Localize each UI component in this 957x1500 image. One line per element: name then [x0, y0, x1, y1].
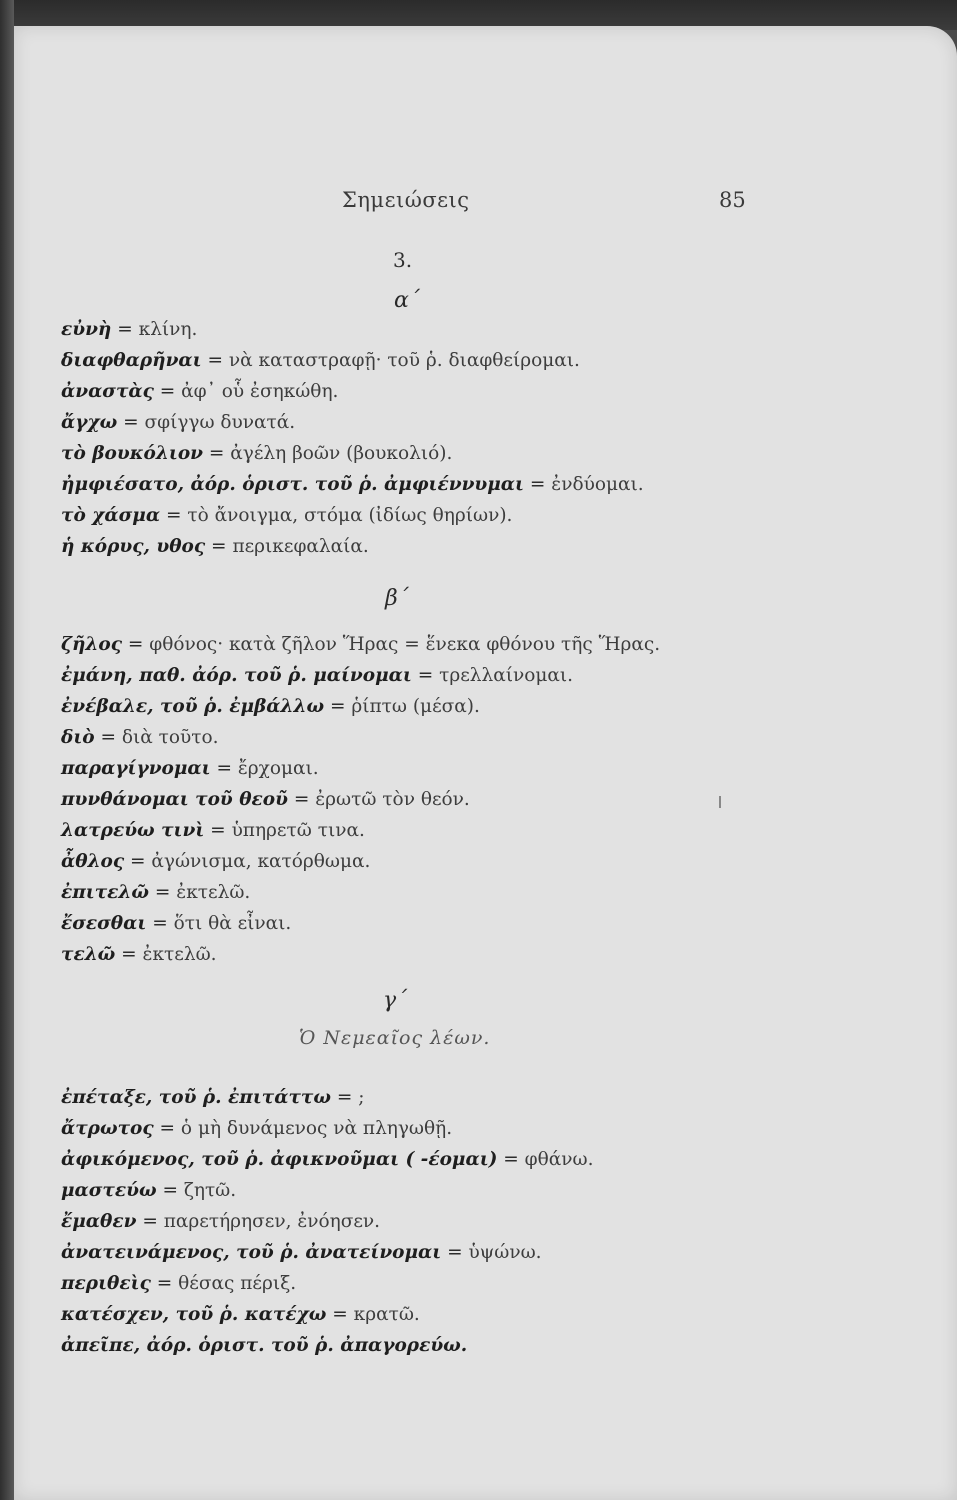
- glossary-entry: [61, 877, 660, 908]
- entry-headword: περιθεὶς: [61, 1273, 151, 1294]
- entry-headword: πυνθάνομαι τοῦ θεοῦ: [61, 789, 288, 810]
- equals-sign: =: [136, 1211, 164, 1232]
- entry-headword: διὸ: [61, 727, 95, 748]
- entry-definition: ὅτι θὰ εἶναι.: [173, 913, 292, 934]
- glossary-entry: [61, 376, 644, 407]
- entry-headword: ἆθλος: [61, 851, 125, 872]
- glossary-entry: [61, 1330, 593, 1361]
- entry-headword: ἀπεῖπε, ἀόρ. ὁριστ. τοῦ ῥ. ἀπαγορεύω.: [61, 1335, 468, 1356]
- entry-definition: ἀφ᾽ οὗ ἐσηκώθη.: [181, 381, 339, 402]
- equals-sign: =: [524, 474, 552, 495]
- entry-headword: κατέσχεν, τοῦ ῥ. κατέχω: [61, 1304, 327, 1325]
- book-page: [14, 26, 957, 1500]
- entry-headword: ἐμάνη, παθ. ἀόρ. τοῦ ῥ. μαίνομαι: [61, 665, 412, 686]
- glossary-entry: [61, 1299, 593, 1330]
- glossary-entry: [61, 660, 660, 691]
- equals-sign: =: [201, 350, 229, 371]
- glossary-entry: [61, 314, 644, 345]
- entry-definition: ζητῶ.: [183, 1180, 237, 1201]
- equals-sign: =: [287, 789, 316, 810]
- equals-sign: =: [150, 1273, 179, 1294]
- glossary-entry: [61, 691, 660, 722]
- entry-definition: ὁ μὴ δυνάμενος νὰ πληγωθῇ.: [180, 1118, 453, 1139]
- subsection-label-gamma: γ΄: [383, 988, 408, 1013]
- entry-headword: ζῆλος: [61, 634, 122, 655]
- glossary-entry: [61, 1144, 593, 1175]
- section-number: 3.: [393, 248, 413, 272]
- equals-sign: =: [441, 1242, 469, 1263]
- entry-headword: τελῶ: [61, 944, 116, 965]
- entry-headword: ἔσεσθαι: [61, 913, 147, 934]
- glossary-entry: [61, 500, 644, 531]
- entry-headword: ἔμαθεν: [61, 1211, 137, 1232]
- glossary-entry: [61, 1113, 593, 1144]
- glossary-entry: [61, 531, 644, 562]
- glossary-list-beta: [61, 629, 660, 970]
- equals-sign: =: [210, 758, 238, 779]
- entry-headword: εὐνὴ: [61, 319, 112, 340]
- entry-headword: λατρεύω τινὶ: [61, 820, 205, 841]
- entry-definition: ἔρχομαι.: [237, 758, 319, 779]
- subsection-label-beta: β΄: [385, 586, 409, 611]
- glossary-entry: [61, 939, 660, 970]
- equals-sign: =: [411, 665, 440, 686]
- glossary-entry: [61, 1175, 593, 1206]
- entry-definition: ὑψώνω.: [468, 1242, 542, 1263]
- glossary-entry: [61, 722, 660, 753]
- glossary-entry: [61, 908, 660, 939]
- entry-definition: φθάνω.: [524, 1149, 594, 1170]
- glossary-entry: [61, 753, 660, 784]
- glossary-entry: [61, 629, 660, 660]
- scan-left-edge: [0, 0, 14, 1500]
- equals-sign: =: [324, 696, 352, 717]
- glossary-list-gamma: [61, 1082, 593, 1361]
- entry-definition: ἐκτελῶ.: [142, 944, 217, 965]
- entry-headword: τὸ χάσμα: [61, 505, 161, 526]
- entry-definition: κρατῶ.: [353, 1304, 420, 1325]
- glossary-list-alpha: [61, 314, 644, 562]
- entry-definition: ἀγέλη βοῶν (βουκολιό).: [230, 443, 453, 464]
- entry-definition: ἐνδύομαι.: [551, 474, 644, 495]
- entry-definition: ἐκτελῶ.: [176, 882, 251, 903]
- entry-definition: ;: [358, 1087, 365, 1108]
- entry-headword: τὸ βουκόλιον: [61, 443, 203, 464]
- entry-definition: φθόνος· κατὰ ζῆλον Ἥρας = ἕνεκα φθόνου τῆς Ἥρας.: [149, 634, 661, 655]
- entry-definition: ῥίπτω (μέσα).: [351, 696, 480, 717]
- equals-sign: =: [94, 727, 122, 748]
- equals-sign: =: [124, 851, 152, 872]
- glossary-entry: [61, 1206, 593, 1237]
- equals-sign: =: [160, 505, 188, 526]
- entry-headword: ἀναστὰς: [61, 381, 154, 402]
- entry-definition: περικεφαλαία.: [232, 536, 369, 557]
- entry-definition: ὑπηρετῶ τινα.: [231, 820, 365, 841]
- glossary-entry: [61, 815, 660, 846]
- entry-definition: τρελλαίνομαι.: [439, 665, 574, 686]
- entry-definition: ἀγώνισμα, κατόρθωμα.: [151, 851, 371, 872]
- equals-sign: =: [156, 1180, 184, 1201]
- stray-mark: [719, 796, 721, 808]
- page-number: 85: [719, 188, 746, 212]
- equals-sign: =: [330, 1087, 359, 1108]
- entry-definition: σφίγγω δυνατά.: [144, 412, 296, 433]
- entry-headword: μαστεύω: [61, 1180, 157, 1201]
- story-title: Ὁ Νεμεαῖος λέων.: [299, 1027, 491, 1049]
- equals-sign: =: [146, 913, 174, 934]
- glossary-entry: [61, 1268, 593, 1299]
- running-title: Σημειώσεις: [342, 188, 470, 212]
- equals-sign: =: [205, 536, 233, 557]
- glossary-entry: [61, 1082, 593, 1113]
- entry-headword: ἐνέβαλε, τοῦ ῥ. ἐμβάλλω: [61, 696, 325, 717]
- entry-definition: τὸ ἄνοιγμα, στόμα (ἰδίως θηρίων).: [187, 505, 513, 526]
- equals-sign: =: [203, 443, 231, 464]
- glossary-entry: [61, 469, 644, 500]
- entry-definition: παρετήρησεν, ἐνόησεν.: [163, 1211, 381, 1232]
- entry-headword: ἀνατεινάμενος, τοῦ ῥ. ἀνατείνομαι: [61, 1242, 442, 1263]
- equals-sign: =: [115, 944, 143, 965]
- glossary-entry: [61, 345, 644, 376]
- entry-definition: ἐρωτῶ τὸν θεόν.: [315, 789, 470, 810]
- equals-sign: =: [153, 381, 182, 402]
- equals-sign: =: [117, 412, 145, 433]
- entry-headword: ἀφικόμενος, τοῦ ῥ. ἀφικνοῦμαι ( -έομαι): [61, 1149, 498, 1170]
- entry-definition: νὰ καταστραφῇ· τοῦ ῥ. διαφθείρομαι.: [228, 350, 580, 371]
- glossary-entry: [61, 846, 660, 877]
- equals-sign: =: [153, 1118, 181, 1139]
- subsection-label-alpha: α΄: [394, 288, 420, 313]
- entry-definition: διὰ τοῦτο.: [121, 727, 219, 748]
- entry-headword: ἐπιτελῶ: [61, 882, 150, 903]
- equals-sign: =: [111, 319, 139, 340]
- glossary-entry: [61, 1237, 593, 1268]
- equals-sign: =: [149, 882, 177, 903]
- glossary-entry: [61, 784, 660, 815]
- entry-definition: θέσας πέριξ.: [178, 1273, 297, 1294]
- entry-headword: ἄγχω: [61, 412, 118, 433]
- glossary-entry: [61, 407, 644, 438]
- equals-sign: =: [204, 820, 232, 841]
- entry-headword: ἄτρωτος: [61, 1118, 154, 1139]
- glossary-entry: [61, 438, 644, 469]
- entry-headword: ἐπέταξε, τοῦ ῥ. ἐπιτάττω: [61, 1087, 331, 1108]
- entry-headword: διαφθαρῆναι: [61, 350, 202, 371]
- entry-headword: ἠμφιέσατο, ἀόρ. ὁριστ. τοῦ ῥ. ἀμφιέννυμαι: [61, 474, 524, 495]
- entry-headword: ἡ κόρυς, υθος: [61, 536, 206, 557]
- entry-definition: κλίνη.: [138, 319, 198, 340]
- equals-sign: =: [497, 1149, 525, 1170]
- equals-sign: =: [121, 634, 150, 655]
- equals-sign: =: [326, 1304, 354, 1325]
- entry-headword: παραγίγνομαι: [61, 758, 211, 779]
